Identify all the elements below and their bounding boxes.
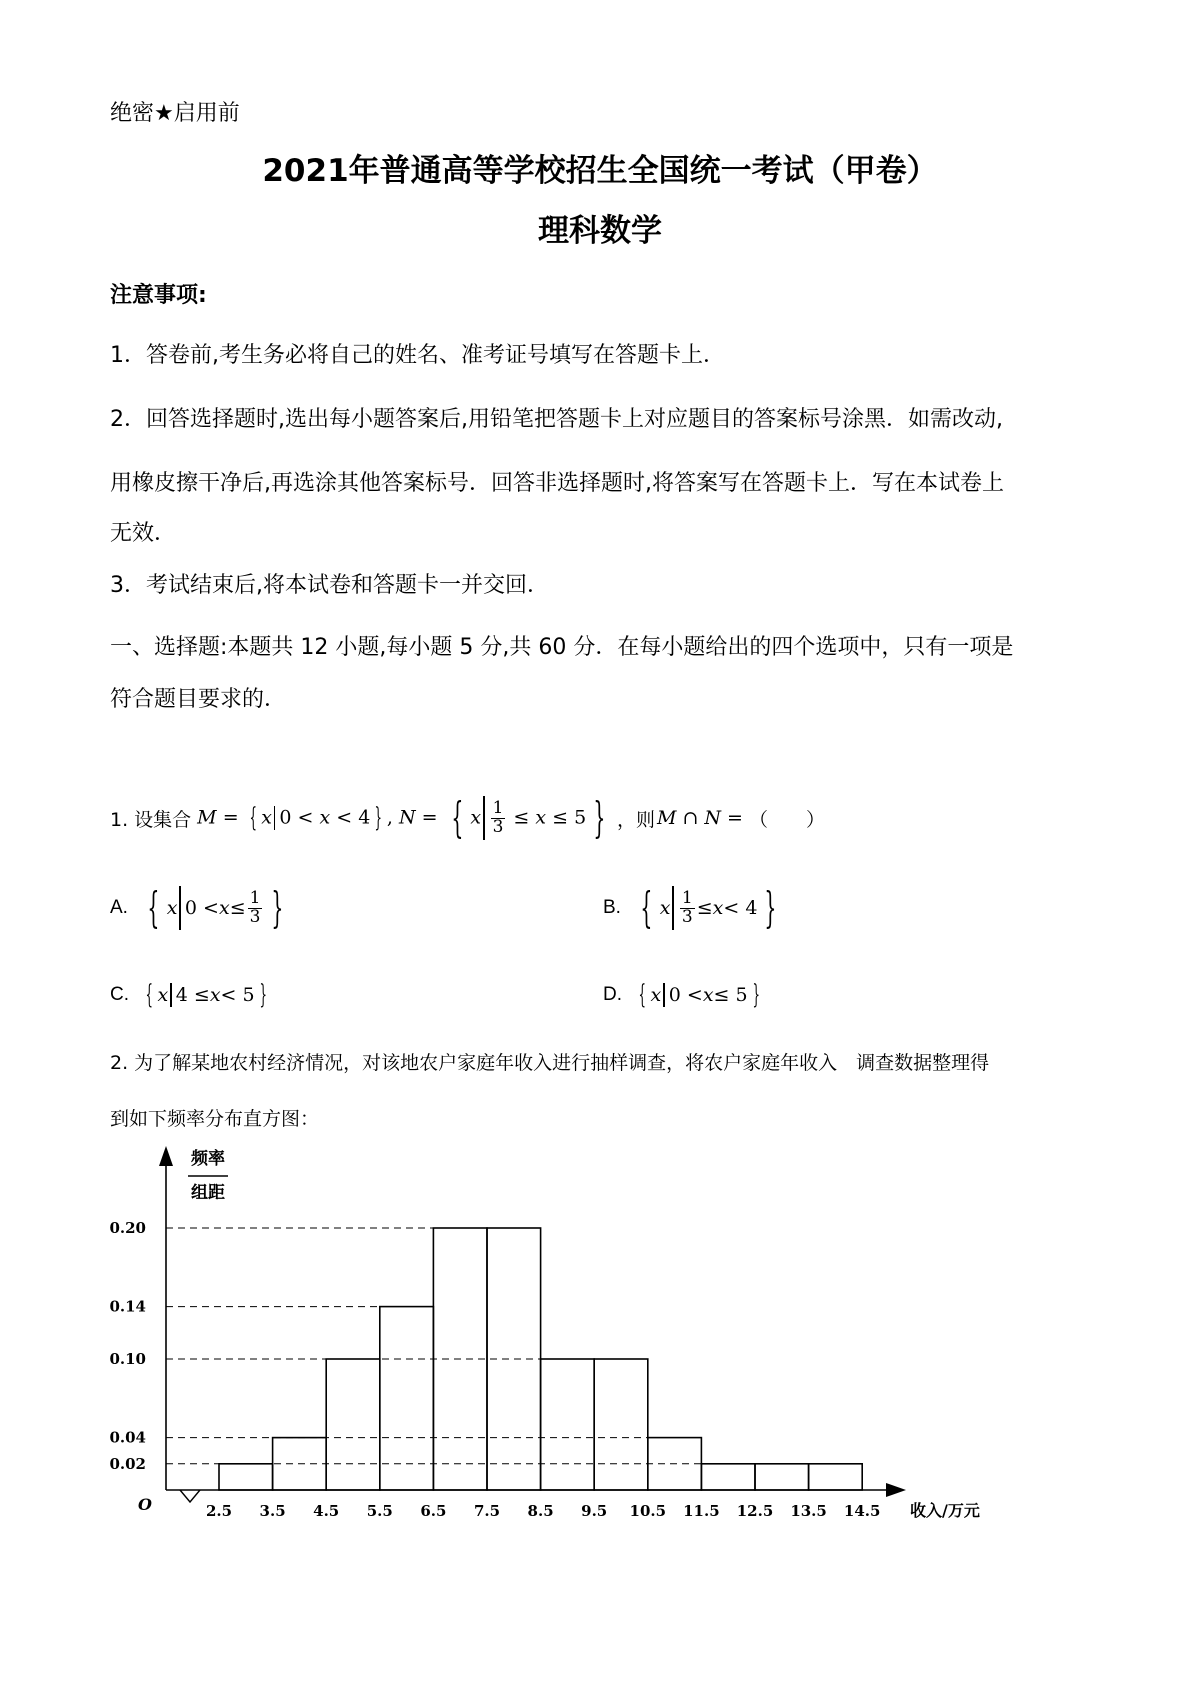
x-tick-label: 8.5 — [527, 1502, 554, 1520]
histogram-bar — [326, 1359, 380, 1490]
histogram-bar — [809, 1464, 863, 1490]
section-heading-cont: 符合题目要求的． — [110, 687, 287, 712]
x-tick-label: 13.5 — [790, 1502, 827, 1520]
histogram-bar — [380, 1307, 434, 1490]
confidential-label: 绝密★启用前 — [110, 101, 240, 126]
histogram-bar — [541, 1359, 595, 1490]
question-2-cont: 到如下频率分布直方图： — [110, 1108, 320, 1130]
x-tick-label: 14.5 — [843, 1502, 881, 1520]
option-a[interactable]: A. { x 0 < x ≤ $\frac{1}{3}$ } — [110, 883, 284, 932]
y-label-bottom: 组距 — [191, 1183, 225, 1203]
histogram-bar — [219, 1464, 273, 1490]
y-tick-label: 0.20 — [109, 1219, 146, 1237]
subject-title: 理科数学 — [538, 213, 662, 249]
x-tick-label: 12.5 — [736, 1502, 774, 1520]
y-tick-label: 0.02 — [109, 1454, 146, 1473]
question-2: 2. 为了解某地农村经济情况，对该地农户家庭年收入进行抽样调查，将农户家庭年收入 调查数据整理得 — [110, 1052, 990, 1074]
histogram-bar — [594, 1359, 648, 1490]
histogram-bar — [701, 1464, 755, 1490]
intersection-expression: M ∩ N — [656, 807, 722, 829]
x-tick-label: 11.5 — [683, 1502, 720, 1520]
option-b[interactable]: B. { x $\frac{1}{3}$ ≤ x < 4 } — [603, 883, 777, 932]
x-tick-label: 3.5 — [259, 1502, 286, 1520]
x-tick-label: 5.5 — [366, 1502, 393, 1520]
histogram-bar — [755, 1464, 809, 1490]
notice-item-2-cont: 用橡皮擦干净后,再选涂其他答案标号．回答非选择题时,将答案写在答题卡上．写在本试卷上 — [110, 471, 1004, 496]
origin-label: O — [138, 1495, 152, 1514]
notice-item-3: 3．考试结束后,将本试卷和答题卡一并交回． — [110, 573, 549, 598]
q1-answer-paren: （ ） — [748, 808, 825, 831]
notice-item-1: 1．答卷前,考生务必将自己的姓名、准考证号填写在答题卡上． — [110, 343, 725, 368]
exam-title: 2021年普通高等学校招生全国统一考试（甲卷） — [262, 153, 938, 189]
x-axis-arrow — [886, 1483, 906, 1497]
x-tick-label: 4.5 — [313, 1502, 340, 1520]
notice-item-2: 2．回答选择题时,选出每小题答案后,用铅笔把答题卡上对应题目的答案标号涂黑．如需改动, — [110, 407, 1003, 432]
axis-break — [180, 1490, 200, 1502]
y-label-top: 频率 — [191, 1149, 225, 1169]
y-tick-label: 0.04 — [109, 1428, 146, 1447]
y-axis-arrow — [159, 1146, 173, 1166]
notice-title: 注意事项: — [110, 283, 207, 308]
set-m-expression: M = { x 0 < x < 4 } , N = { x $\frac{1}{3}$ ≤ x ≤ 5 } — [197, 793, 606, 842]
option-d[interactable]: D. { x 0 < x ≤ 5 } — [603, 980, 760, 1010]
section-heading: 一、选择题:本题共 12 小题,每小题 5 分,共 60 分．在每小题给出的四个选项中，只有一项是 — [110, 635, 1014, 660]
x-tick-label: 10.5 — [629, 1502, 667, 1520]
y-tick-label: 0.10 — [109, 1350, 146, 1368]
question-1: 1. 设集合 M = { x 0 < x < 4 } , N = { x $\frac{1}{3}$ ≤ x ≤ 5 } ，则 M ∩ N = （ ） — [110, 793, 825, 842]
q1-suffix: ，则 — [616, 808, 655, 831]
notice-item-2-end: 无效． — [110, 521, 177, 546]
x-axis-label: 收入/万元 — [910, 1501, 980, 1520]
option-c[interactable]: C. { x 4 ≤ x < 5 } — [110, 980, 267, 1010]
q1-prefix: 1. 设集合 — [110, 808, 192, 831]
y-tick-label: 0.14 — [109, 1297, 146, 1316]
x-tick-label: 7.5 — [473, 1502, 501, 1520]
x-tick-label: 2.5 — [205, 1502, 233, 1520]
x-tick-label: 9.5 — [581, 1502, 608, 1520]
x-tick-label: 6.5 — [420, 1502, 447, 1520]
